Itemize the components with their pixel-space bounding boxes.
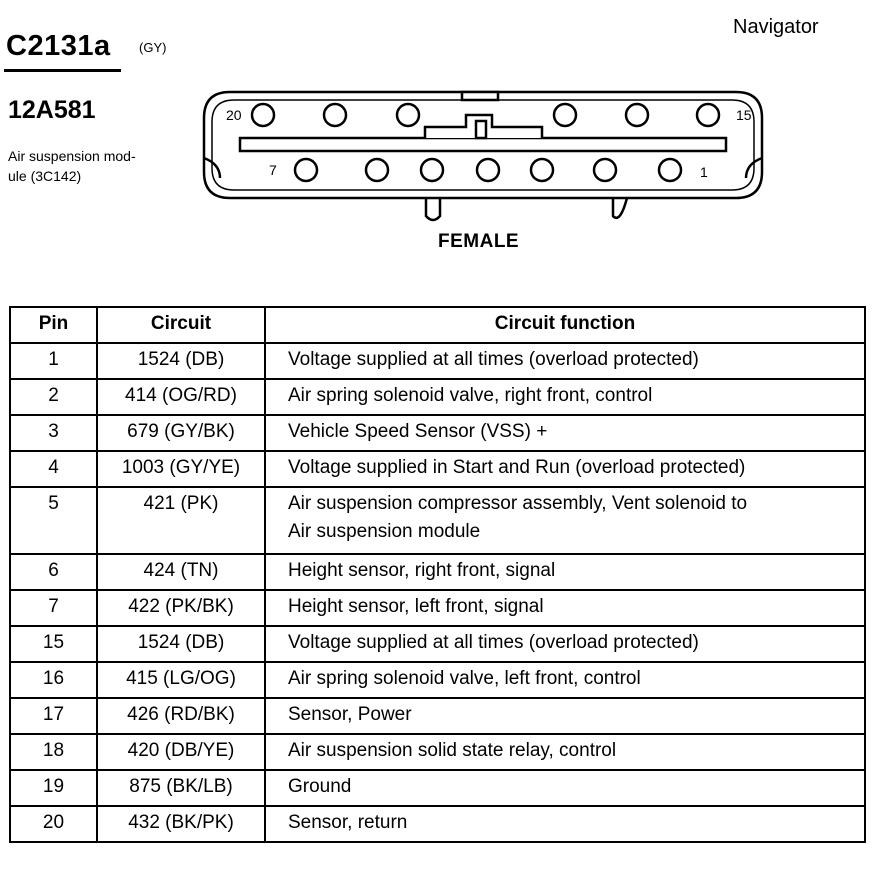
- table-row: [10, 626, 865, 662]
- pin-number-label: 1: [700, 164, 708, 180]
- function-line: Vehicle Speed Sensor (VSS) +: [288, 421, 548, 442]
- function-line: Sensor, return: [288, 812, 408, 833]
- table-row: [10, 451, 865, 487]
- function-cell: [265, 806, 865, 842]
- vehicle-name: Navigator: [733, 16, 819, 38]
- table-row: [10, 590, 865, 626]
- pin-cavity: [697, 104, 719, 126]
- function-line: Voltage supplied at all times (overload protected): [288, 349, 699, 370]
- part-number: 12A581: [8, 96, 96, 124]
- function-cell: [265, 770, 865, 806]
- pin-cell: 19: [10, 770, 97, 806]
- column-header-pin: Pin: [10, 307, 97, 343]
- pin-cell: 1: [10, 343, 97, 379]
- function-line: Air spring solenoid valve, right front, control: [288, 385, 653, 406]
- circuit-cell: 420 (DB/YE): [97, 734, 265, 770]
- pin-number-label: 15: [736, 107, 752, 123]
- pin-cavity: [554, 104, 576, 126]
- table-row: [10, 770, 865, 806]
- pin-number-label: 7: [269, 162, 277, 178]
- table-row: [10, 415, 865, 451]
- pin-cell: 7: [10, 590, 97, 626]
- pin-cavity: [397, 104, 419, 126]
- circuit-cell: 414 (OG/RD): [97, 379, 265, 415]
- circuit-cell: 1524 (DB): [97, 626, 265, 662]
- table-row: [10, 487, 865, 554]
- function-line: Voltage supplied at all times (overload protected): [288, 632, 699, 653]
- pin-cavity: [626, 104, 648, 126]
- function-line: Ground: [288, 776, 352, 797]
- function-cell: [265, 379, 865, 415]
- circuit-cell: 426 (RD/BK): [97, 698, 265, 734]
- function-cell: [265, 698, 865, 734]
- pin-cavity: [421, 159, 443, 181]
- circuit-cell: 415 (LG/OG): [97, 662, 265, 698]
- function-cell: [265, 662, 865, 698]
- table-row: [10, 343, 865, 379]
- pin-cell: 6: [10, 554, 97, 590]
- function-line: Height sensor, right front, signal: [288, 560, 556, 581]
- function-cell: [265, 626, 865, 662]
- pin-cell: 16: [10, 662, 97, 698]
- pin-cavity: [252, 104, 274, 126]
- pin-cavity: [531, 159, 553, 181]
- locating-post: [426, 198, 440, 220]
- circuit-cell: 432 (BK/PK): [97, 806, 265, 842]
- table-row: [10, 379, 865, 415]
- pin-cell: 4: [10, 451, 97, 487]
- connector-face-diagram: [196, 84, 768, 230]
- circuit-cell: 424 (TN): [97, 554, 265, 590]
- table-row: [10, 554, 865, 590]
- latch-tab: [462, 92, 498, 100]
- pin-cavity: [295, 159, 317, 181]
- function-line: Air spring solenoid valve, left front, control: [288, 668, 641, 689]
- pin-cell: 20: [10, 806, 97, 842]
- pin-cavity: [324, 104, 346, 126]
- pinout-table: [9, 306, 866, 843]
- function-cell: [265, 487, 865, 554]
- pin-cell: 5: [10, 487, 97, 554]
- title-underline: [4, 69, 121, 72]
- connector-color-code: (GY): [139, 40, 167, 55]
- column-header-function: Circuit function: [265, 307, 865, 343]
- table-row: [10, 734, 865, 770]
- pinout-table-body: [10, 343, 865, 842]
- pin-row-divider: [240, 138, 726, 151]
- circuit-cell: 679 (GY/BK): [97, 415, 265, 451]
- function-cell: [265, 554, 865, 590]
- connector-id: C2131a: [6, 30, 111, 62]
- function-line: Air suspension module: [288, 521, 481, 542]
- pin-cavity: [594, 159, 616, 181]
- keyway-notch: [476, 121, 486, 138]
- function-cell: [265, 734, 865, 770]
- pin-cell: 3: [10, 415, 97, 451]
- function-line: Height sensor, left front, signal: [288, 596, 544, 617]
- locating-post: [613, 198, 627, 218]
- table-row: [10, 662, 865, 698]
- pin-cell: 17: [10, 698, 97, 734]
- circuit-cell: 1003 (GY/YE): [97, 451, 265, 487]
- table-row: [10, 806, 865, 842]
- table-row: [10, 698, 865, 734]
- pin-cell: 2: [10, 379, 97, 415]
- function-line: Air suspension compressor assembly, Vent solenoid to: [288, 493, 748, 514]
- pin-cavity: [659, 159, 681, 181]
- connector-gender-label: FEMALE: [438, 231, 520, 252]
- function-cell: [265, 415, 865, 451]
- function-cell: [265, 590, 865, 626]
- function-cell: [265, 451, 865, 487]
- circuit-cell: 875 (BK/LB): [97, 770, 265, 806]
- module-description-line: ule (3C142): [8, 168, 82, 184]
- circuit-cell: 421 (PK): [97, 487, 265, 554]
- pin-cell: 15: [10, 626, 97, 662]
- function-cell: [265, 343, 865, 379]
- module-description: [8, 146, 183, 186]
- function-line: Sensor, Power: [288, 704, 412, 725]
- function-line: Voltage supplied in Start and Run (overload protected): [288, 457, 746, 478]
- column-header-circuit: Circuit: [97, 307, 265, 343]
- circuit-cell: 1524 (DB): [97, 343, 265, 379]
- pin-cavity: [366, 159, 388, 181]
- pin-cell: 18: [10, 734, 97, 770]
- function-line: Air suspension solid state relay, control: [288, 740, 617, 761]
- circuit-cell: 422 (PK/BK): [97, 590, 265, 626]
- module-description-line: Air suspension mod-: [8, 148, 136, 164]
- pin-cavity: [477, 159, 499, 181]
- table-header-row: [10, 307, 865, 343]
- pin-number-label: 20: [226, 107, 242, 123]
